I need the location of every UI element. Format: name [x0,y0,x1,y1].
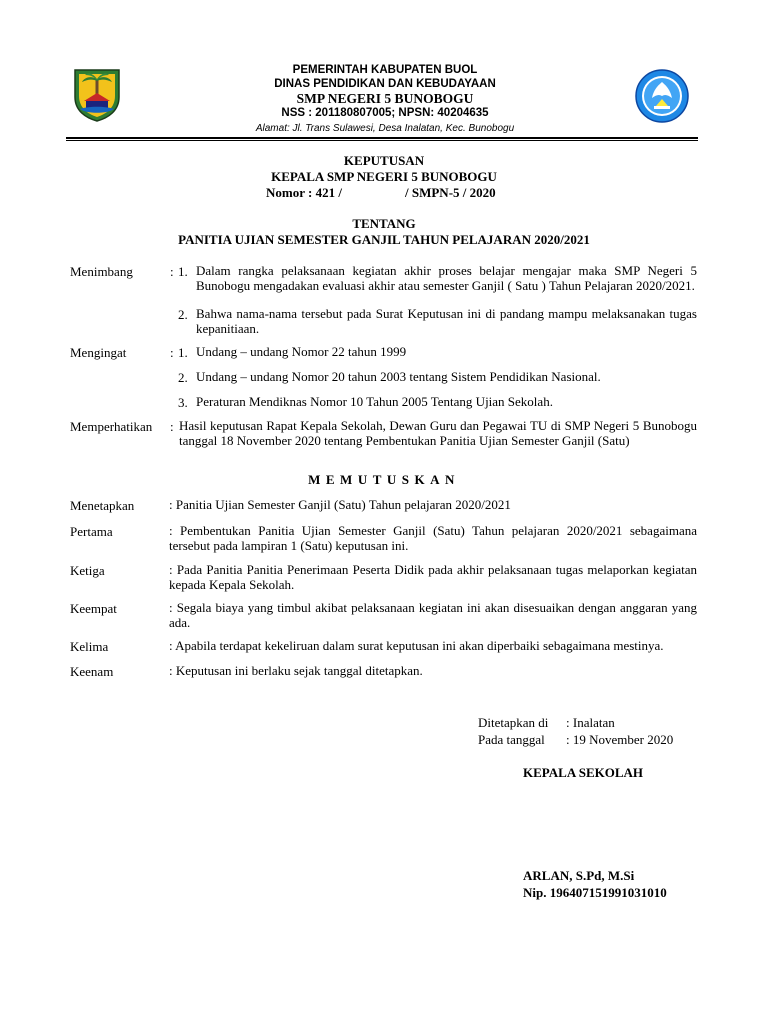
decree-about: TENTANG [352,216,416,231]
signature-position: KEPALA SEKOLAH [523,765,644,780]
mengingat-item-2: Undang – undang Nomor 20 tahun 2003 tentang Sistem Pendidikan Nasional. [196,369,601,384]
menimbang-item-1: Dalam rangka pelaksanaan kegiatan akhir proses belajar mengajar maka SMP Negeri 5 Bunobogu mengadakan evaluasi akhir atau semester Ganjil ( Satu ) Tahun Pelajaran 2020/2021. [196,263,697,293]
decision-heading: MEMUTUSKAN [308,472,460,487]
buol-regency-crest-icon [72,67,122,123]
letterhead-address: Alamat: Jl. Trans Sulawesi, Desa Inalatan, Kec. Bunobogu [255,123,515,134]
memperhatikan-label: Memperhatikan [70,419,153,434]
decision-text-keenam: : Keputusan ini berlaku sejak tanggal ditetapkan. [169,663,423,678]
decision-text-kelima: : Apabila terdapat kekeliruan dalam surat keputusan ini akan diperbaiki sebagaimana mestinya. [169,638,664,653]
menimbang-item-2: Bahwa nama-nama tersebut pada Surat Keputusan ini di pandang mampu melaksanakan tugas kepanitiaan. [196,306,697,336]
decision-text-keempat: : Segala biaya yang timbul akibat pelaksanaan kegiatan ini akan disesuaikan dengan anggaran yang ada. [169,600,697,630]
mengingat-number-1: 1. [178,345,188,360]
decision-label-keempat: Keempat [70,601,117,616]
letterhead-school-name: SMP NEGERI 5 BUNOBOGU [296,91,474,106]
letterhead-school-ids: NSS : 201180807005; NPSN: 40204635 [281,107,489,119]
decision-label-menetapkan: Menetapkan [70,498,135,513]
decree-subject: PANITIA UJIAN SEMESTER GANJIL TAHUN PELAJARAN 2020/2021 [178,232,590,247]
menimbang-colon: : [170,264,174,279]
menimbang-label: Menimbang [70,264,133,279]
signature-nip: Nip. 196407151991031010 [523,885,667,900]
decision-label-keenam: Keenam [70,664,114,679]
tut-wuri-handayani-icon [634,68,690,124]
decision-label-pertama: Pertama [70,524,113,539]
decision-text-menetapkan: : Panitia Ujian Semester Ganjil (Satu) Tahun pelajaran 2020/2021 [169,497,511,512]
decision-text-pertama: : Pembentukan Panitia Ujian Semester Ganjil (Satu) Tahun pelajaran 2020/2021 sebagaimana tersebut pada lampiran 1 (Satu) keputusan ini. [169,523,697,553]
signature-name: ARLAN, S.Pd, M.Si [523,868,635,883]
letterhead-department: DINAS PENDIDIKAN DAN KEBUDAYAAN [274,78,496,90]
decision-text-ketiga: : Pada Panitia Panitia Penerimaan Peserta Didik pada akhir pelaksanaan tugas melaporkan kegiatan kepada Kepala Sekolah. [169,562,697,592]
memperhatikan-colon: : [170,419,174,434]
mengingat-item-3: Peraturan Mendiknas Nomor 10 Tahun 2005 Tentang Ujian Sekolah. [196,394,553,409]
decree-heading: KEPUTUSAN [343,153,425,168]
decree-number-prefix: Nomor : 421 / [266,185,342,200]
menimbang-number-2: 2. [178,307,188,322]
mengingat-number-3: 3. [178,395,188,410]
decree-number-suffix: / SMPN-5 / 2020 [405,185,496,200]
letterhead-government: PEMERINTAH KABUPATEN BUOL [292,64,478,76]
mengingat-colon: : [170,345,174,360]
signature-date-value: : 19 November 2020 [566,732,674,747]
letterhead-divider [66,137,698,139]
decision-label-kelima: Kelima [70,639,109,654]
menimbang-number-1: 1. [178,264,188,279]
decision-label-ketiga: Ketiga [70,563,105,578]
memperhatikan-text: Hasil keputusan Rapat Kepala Sekolah, Dewan Guru dan Pegawai TU di SMP Negeri 5 Bunobogu tanggal 18 November 2020 tentang Pembentukan Panitia Ujian Semester Ganjil (Satu) [179,418,697,448]
decree-issuer: KEPALA SMP NEGERI 5 BUNOBOGU [271,169,497,184]
mengingat-label: Mengingat [70,345,127,360]
mengingat-item-1: Undang – undang Nomor 22 tahun 1999 [196,344,407,359]
letterhead-divider-thin [66,140,698,141]
signature-date-label: Pada tanggal [478,732,545,747]
signature-place-label: Ditetapkan di [478,715,549,730]
mengingat-number-2: 2. [178,370,188,385]
signature-place-value: : Inalatan [566,715,615,730]
